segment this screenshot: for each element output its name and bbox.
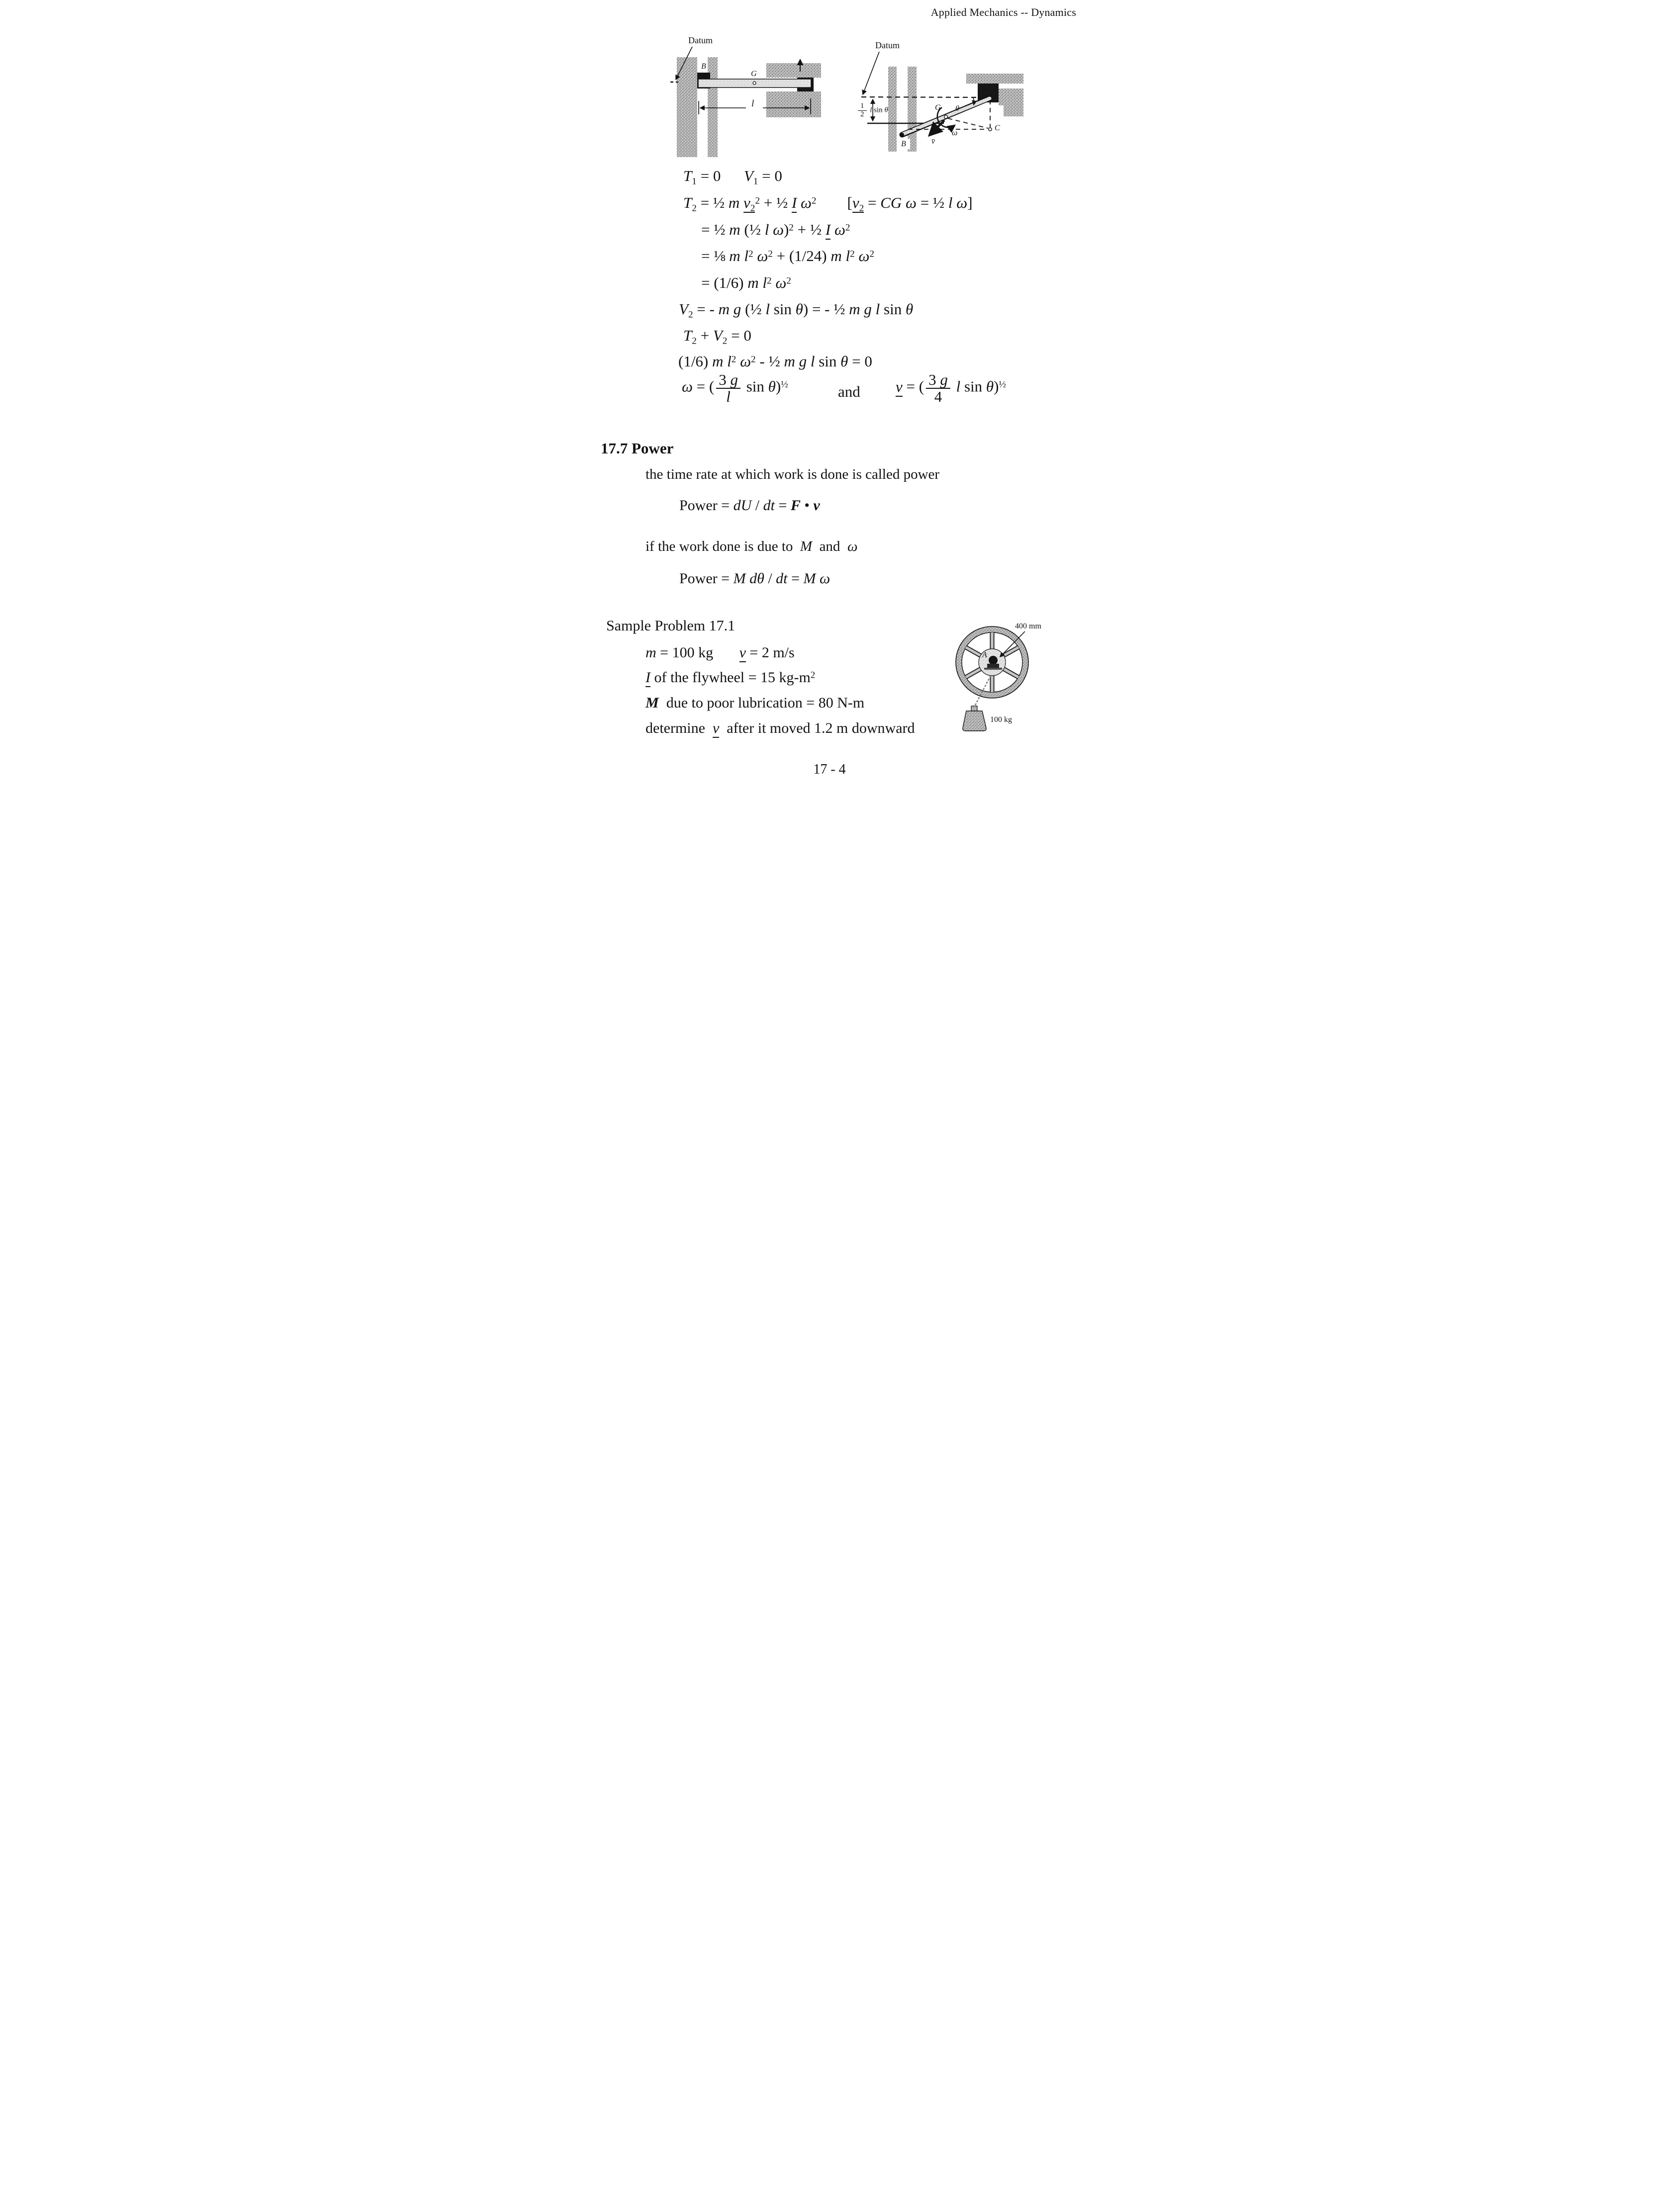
power-formula-moment: Power = M dθ / dt = M ω bbox=[679, 570, 830, 587]
centroid-g-marker bbox=[944, 115, 948, 119]
datum-label: Datum bbox=[688, 35, 713, 45]
power-formula-force: Power = dU / dt = F • v bbox=[679, 497, 820, 514]
section-heading-power: 17.7 Power bbox=[601, 440, 674, 457]
centroid-g-label: G bbox=[751, 70, 757, 78]
sample-given-moment: M due to poor lubrication = 80 N-m bbox=[645, 695, 865, 711]
centroid-g-label: G bbox=[935, 103, 941, 112]
equation-energy-expanded: (1/6) m $l^2$ $\omega^2$ - ½ m g l sin θ = 0 bbox=[678, 353, 872, 370]
equation-energy-balance: $T_2 + V_2 = 0$ bbox=[683, 327, 751, 347]
sample-question: determine v after it moved 1.2 m downward bbox=[645, 720, 915, 737]
equation-t2-step2: = ½ m (½ l ω)$^2$ + ½ I $\omega^2$ bbox=[701, 221, 850, 239]
equation-t2-step3: = ⅛ m $l^2$ $\omega^2 + (1/24)$ m $l^2$ $\omega^2$ bbox=[701, 247, 874, 265]
equation-t2-result: = (1/6) m $l^2$ $\omega^2$ bbox=[701, 274, 791, 291]
power-definition-text: the time rate at which work is done is called power bbox=[645, 466, 940, 482]
datum-leader bbox=[863, 52, 879, 94]
equation-v2: $V_2$ = - m g (½ l sin θ) = - ½ m g l sin θ bbox=[679, 300, 914, 320]
radius-dimension-label: 400 mm bbox=[1015, 622, 1041, 630]
point-c-label: C bbox=[995, 124, 1000, 132]
figure-rod-angle-drawing bbox=[849, 35, 1028, 152]
figure-flywheel bbox=[951, 618, 1061, 742]
equation-t1-v1: $T_1 = 0$ $V_1 = 0$ bbox=[683, 167, 782, 187]
point-c-marker bbox=[989, 128, 992, 131]
hub-a-label: A bbox=[982, 651, 987, 659]
power-condition-text: if the work done is due to M and ω bbox=[645, 538, 858, 554]
hanging-weight bbox=[963, 706, 986, 731]
figure-rod-horizontal-drawing bbox=[670, 35, 837, 159]
omega-label: ω bbox=[952, 129, 958, 137]
weight-mass-label: 100 kg bbox=[990, 715, 1012, 724]
figure-rod-horizontal bbox=[670, 35, 837, 159]
sample-given-inertia: I of the flywheel = 15 $kg-m^2$ bbox=[645, 669, 815, 687]
pin-b-marker bbox=[900, 133, 904, 137]
sample-given-mass-velocity: m = 100 kg v = 2 m/s bbox=[645, 644, 795, 662]
velocity-label: v̄ bbox=[931, 137, 935, 146]
equation-t2: $T_2$ = ½ m $v_2^2$ + ½ I $\omega^2$ [$v_2$ = CG ω = ½ l ω] bbox=[683, 194, 973, 214]
centroid-g-marker bbox=[753, 82, 756, 85]
figure-rod-angle bbox=[849, 35, 1028, 152]
equation-and-connector: and bbox=[838, 383, 860, 400]
equation-omega-result: ω = ( $\frac{3 g}{l}$ sin θ)$^{\frac{1}{2}}$ bbox=[682, 371, 788, 405]
right-bracket bbox=[966, 74, 1023, 116]
point-b-label: B bbox=[701, 62, 706, 71]
sample-problem-heading: Sample Problem 17.1 bbox=[606, 618, 736, 634]
right-wall bbox=[766, 63, 821, 117]
equation-v-result: v = ( $\frac{3 g}{4}$ l sin θ)$^{\frac{1}{2}}$ bbox=[896, 371, 1006, 405]
theta-label: θ bbox=[955, 104, 959, 113]
left-wall bbox=[677, 57, 718, 157]
point-b-label: B bbox=[901, 140, 906, 148]
datum-label: Datum bbox=[875, 40, 900, 50]
height-dimension-label: $\frac{1}{2}$ l sin θ bbox=[856, 102, 888, 119]
document-page bbox=[531, 0, 1128, 796]
length-l-label: l bbox=[751, 98, 754, 109]
page-header-title: Applied Mechanics -- Dynamics bbox=[930, 6, 1076, 18]
page-number: 17 - 4 bbox=[813, 762, 846, 777]
